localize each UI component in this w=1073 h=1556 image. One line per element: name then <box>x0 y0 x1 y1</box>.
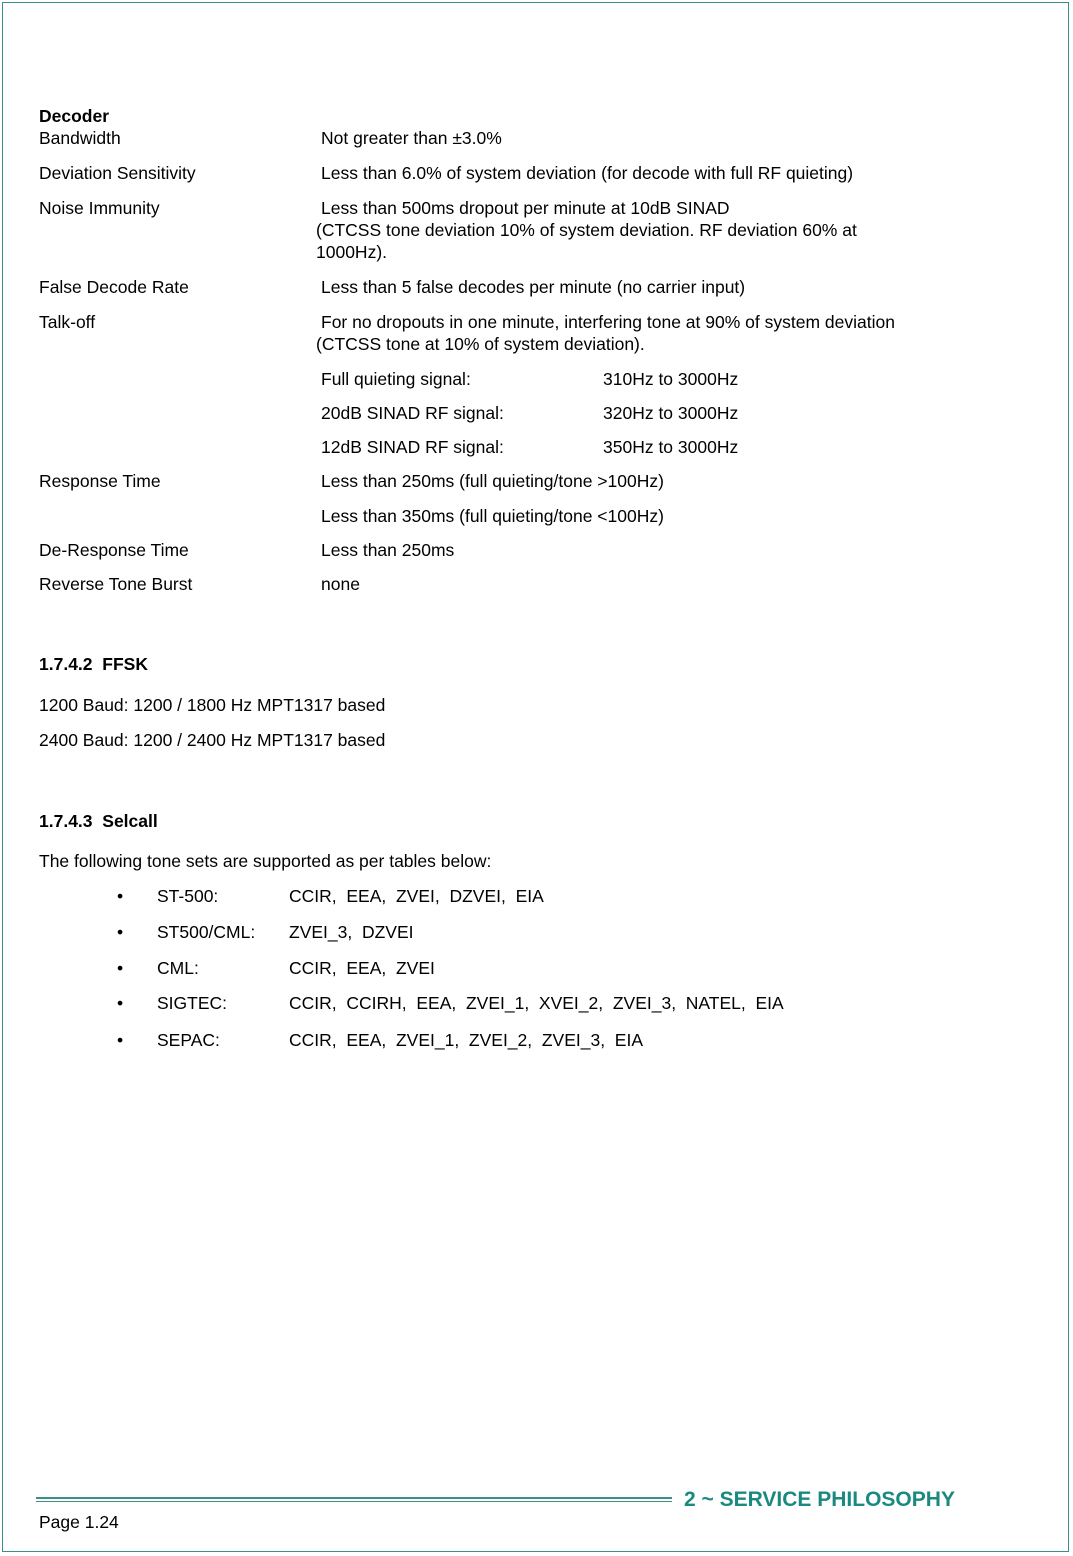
spec-label-reverse-tone-burst: Reverse Tone Burst <box>39 574 193 594</box>
toneset-values: CCIR, EEA, ZVEI <box>289 958 435 978</box>
selcall-intro: The following tone sets are supported as per tables below: <box>39 851 492 871</box>
spec-label-false-decode-rate: False Decode Rate <box>39 277 189 297</box>
footer-rule-thin <box>36 1501 672 1502</box>
spec-value-de-response-time: Less than 250ms <box>321 540 455 560</box>
bullet-icon: • <box>117 993 124 1013</box>
toneset-name: ST500/CML: <box>157 922 256 942</box>
bullet-icon: • <box>117 1030 124 1050</box>
bullet-icon: • <box>117 958 124 978</box>
spec-value-talk-off-line2: (CTCSS tone at 10% of system deviation). <box>316 334 645 354</box>
toneset-name: CML: <box>157 958 199 978</box>
talkoff-signal: Full quieting signal: <box>321 369 471 389</box>
spec-value-response-time-line2: Less than 350ms (full quieting/tone <100Hz) <box>321 506 664 526</box>
section-heading-selcall <box>39 811 158 831</box>
toneset-values: CCIR, CCIRH, EEA, ZVEI_1, XVEI_2, ZVEI_3, NATEL, EIA <box>289 993 784 1013</box>
bullet-icon: • <box>117 922 124 942</box>
section-heading-ffsk <box>39 654 148 674</box>
spec-label-bandwidth: Bandwidth <box>39 128 121 148</box>
spec-value-reverse-tone-burst: none <box>321 574 360 594</box>
spec-label-deviation-sensitivity: Deviation Sensitivity <box>39 163 196 183</box>
ffsk-line: 2400 Baud: 1200 / 2400 Hz MPT1317 based <box>39 730 386 750</box>
toneset-values: CCIR, EEA, ZVEI_1, ZVEI_2, ZVEI_3, EIA <box>289 1030 644 1050</box>
talkoff-signal: 20dB SINAD RF signal: <box>321 403 504 423</box>
spec-value-noise-immunity: Less than 500ms dropout per minute at 10dB SINAD <box>321 198 730 218</box>
toneset-values: ZVEI_3, DZVEI <box>289 922 414 942</box>
toneset-name: SEPAC: <box>157 1030 220 1050</box>
spec-value-noise-immunity-line3: 1000Hz). <box>316 242 388 262</box>
toneset-name: SIGTEC: <box>157 993 228 1013</box>
bullet-icon: • <box>117 886 124 906</box>
page-number: Page 1.24 <box>39 1512 119 1532</box>
talkoff-range: 320Hz to 3000Hz <box>603 403 739 423</box>
toneset-values: CCIR, EEA, ZVEI, DZVEI, EIA <box>289 886 544 906</box>
toneset-name: ST-500: <box>157 886 219 906</box>
spec-label-talk-off: Talk-off <box>39 312 96 332</box>
section-number: 1.7.4.2 <box>39 654 93 674</box>
spec-value-response-time: Less than 250ms (full quieting/tone >100Hz) <box>321 471 664 491</box>
talkoff-range: 350Hz to 3000Hz <box>603 437 739 457</box>
spec-value-bandwidth: Not greater than ±3.0% <box>321 128 502 148</box>
footer-rule <box>36 1497 672 1499</box>
section-title: FFSK <box>102 654 148 674</box>
footer-section-title: 2 ~ SERVICE PHILOSOPHY <box>684 1488 955 1511</box>
section-title: Selcall <box>102 811 158 831</box>
spec-value-deviation-sensitivity: Less than 6.0% of system deviation (for decode with full RF quieting) <box>321 163 854 183</box>
spec-value-noise-immunity-line2: (CTCSS tone deviation 10% of system deviation. RF deviation 60% at <box>316 220 857 240</box>
ffsk-line: 1200 Baud: 1200 / 1800 Hz MPT1317 based <box>39 695 386 715</box>
spec-label-response-time: Response Time <box>39 471 161 491</box>
spec-label-de-response-time: De-Response Time <box>39 540 189 560</box>
spec-value-false-decode-rate: Less than 5 false decodes per minute (no carrier input) <box>321 277 746 297</box>
decoder-heading: Decoder <box>39 106 110 126</box>
spec-label-noise-immunity: Noise Immunity <box>39 198 160 218</box>
talkoff-signal: 12dB SINAD RF signal: <box>321 437 504 457</box>
section-number: 1.7.4.3 <box>39 811 93 831</box>
talkoff-range: 310Hz to 3000Hz <box>603 369 739 389</box>
spec-value-talk-off: For no dropouts in one minute, interfering tone at 90% of system deviation <box>321 312 895 332</box>
